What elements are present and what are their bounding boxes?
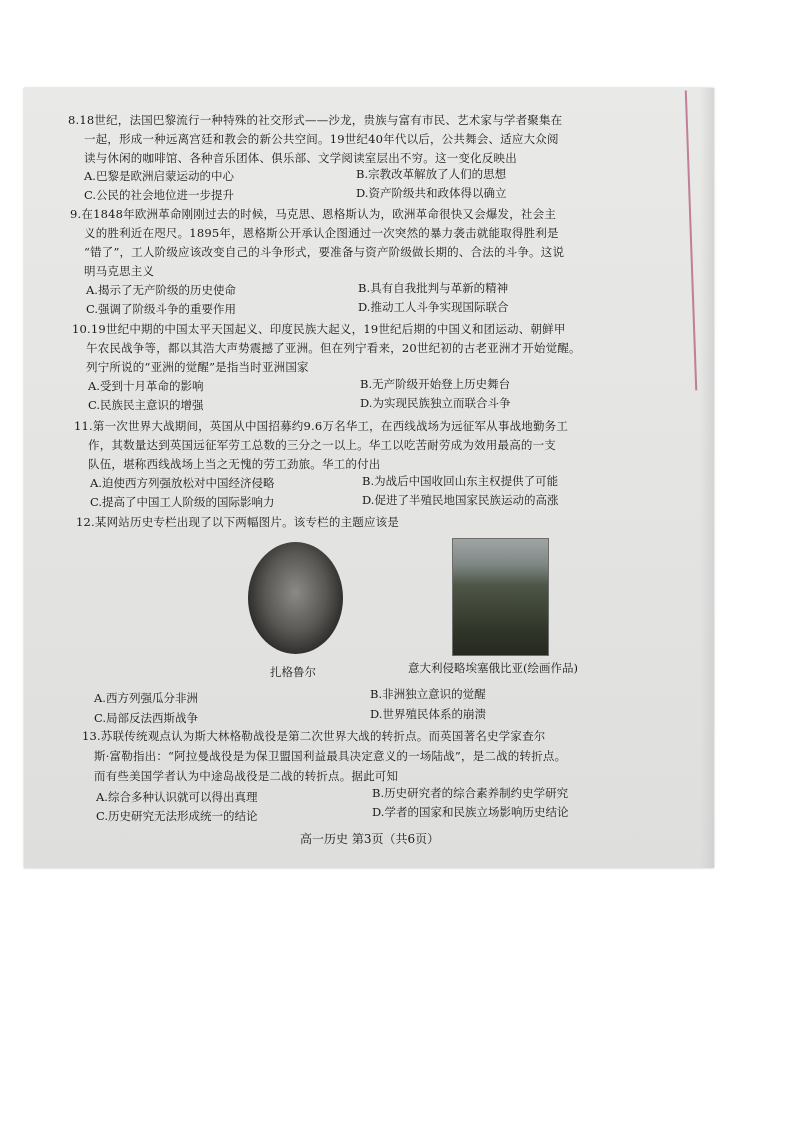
q11-option-b: B.为战后中国收回山东主权提供了可能	[362, 474, 559, 488]
q13-option-a: A.综合多种认识就可以得出真理	[96, 790, 258, 804]
q13-option-d: D.学者的国家和民族立场影响历史结论	[372, 805, 569, 819]
q10-option-c: C.民族民主意识的增强	[88, 398, 204, 412]
q8-option-a: A.巴黎是欧洲启蒙运动的中心	[84, 169, 234, 183]
q10-option-a: A.受到十月革命的影响	[88, 379, 204, 393]
q13-option-b: B.历史研究者的综合素养制约史学研究	[372, 786, 569, 800]
q13-line-1: 13.苏联传统观点认为斯大林格勒战役是第二次世界大战的转折点。而英国著名史学家查尔	[82, 729, 546, 743]
q12-option-d: D.世界殖民体系的崩溃	[370, 707, 486, 721]
q10-line-2: 午农民战争等，都以其浩大声势震撼了亚洲。但在列宁看来，20世纪初的古老亚洲才开始觉醒。	[86, 341, 581, 355]
q11-option-d: D.促进了半殖民地国家民族运动的高涨	[362, 493, 559, 507]
q10-line-3: 列宁所说的“亚洲的觉醒”是指当时亚洲国家	[86, 360, 309, 374]
q8-option-d: D.资产阶级共和政体得以确立	[356, 186, 507, 200]
q12-option-c: C.局部反法西斯战争	[94, 711, 199, 725]
q9-line-2: 义的胜利近在咫尺。1895年，恩格斯公开承认企图通过一次突然的暴力袭击就能取得胜利是	[84, 226, 559, 240]
q8-line-2: 一起，形成一种远离宫廷和教会的新公共空间。19世纪40年代以后，公共舞会、适应大众阅	[84, 132, 559, 146]
q8-line-3: 读与休闲的咖啡馆、各种音乐团体、俱乐部、文学阅读室层出不穷。这一变化反映出	[84, 151, 517, 165]
page-footer: 高一历史 第3页（共6页）	[300, 832, 440, 846]
q13-option-c: C.历史研究无法形成统一的结论	[96, 809, 258, 823]
q12-option-a: A.西方列强瓜分非洲	[94, 691, 198, 705]
q9-option-b: B.具有自我批判与革新的精神	[358, 281, 509, 295]
q9-option-d: D.推动工人斗争实现国际联合	[358, 300, 509, 314]
q11-option-c: C.提高了中国工人阶级的国际影响力	[90, 495, 275, 509]
q10-line-1: 10.19世纪中期的中国太平天国起义、印度民族大起义，19世纪后期的中国义和团运动、朝鲜甲	[72, 322, 566, 336]
q8-option-b: B.宗教改革解放了人们的思想	[356, 167, 507, 181]
q9-line-1: 9.在1848年欧洲革命刚刚过去的时候，马克思、恩格斯认为，欧洲革命很快又会爆发，社会主	[70, 207, 557, 221]
portrait-caption: 扎格鲁尔	[270, 665, 316, 679]
q8-option-c: C.公民的社会地位进一步提升	[84, 188, 235, 202]
painting-caption: 意大利侵略埃塞俄比亚(绘画作品)	[408, 661, 578, 675]
q11-line-2: 作，其数量达到英国远征军劳工总数的三分之一以上。华工以吃苦耐劳成为效用最高的一支	[88, 438, 556, 452]
q9-option-a: A.揭示了无产阶级的历史使命	[86, 283, 236, 297]
q8-line-1: 8.18世纪，法国巴黎流行一种特殊的社交形式——沙龙，贵族与富有市民、艺术家与学者聚集在	[68, 113, 563, 127]
q13-line-3: 而有些美国学者认为中途岛战役是二战的转折点。据此可知	[94, 769, 399, 783]
q9-line-4: 明马克思主义	[84, 264, 155, 278]
q11-line-1: 11.第一次世界大战期间，英国从中国招募约9.6万名华工，在西线战场为远征军从事战地勤务工	[74, 419, 569, 433]
q10-option-d: D.为实现民族独立而联合斗争	[360, 396, 511, 410]
q10-option-b: B.无产阶级开始登上历史舞台	[360, 377, 511, 391]
q11-option-a: A.迫使西方列强放松对中国经济侵略	[90, 476, 275, 490]
q9-line-3: “错了”，工人阶级应该改变自己的斗争形式，要准备与资产阶级做长期的、合法的斗争。这说	[84, 245, 565, 259]
zaghlul-portrait-image	[248, 542, 343, 654]
italy-ethiopia-painting-image	[452, 538, 549, 656]
q12-line-1: 12.某网站历史专栏出现了以下两幅图片。该专栏的主题应该是	[76, 515, 400, 529]
q13-line-2: 斯·富勒指出：“阿拉曼战役是为保卫盟国利益最具决定意义的一场陆战”，是二战的转折点。	[94, 749, 567, 763]
q9-option-c: C.强调了阶级斗争的重要作用	[86, 302, 237, 316]
q11-line-3: 队伍，堪称西线战场上当之无愧的劳工劲旅。华工的付出	[88, 457, 381, 471]
q12-option-b: B.非洲独立意识的觉醒	[370, 687, 486, 701]
